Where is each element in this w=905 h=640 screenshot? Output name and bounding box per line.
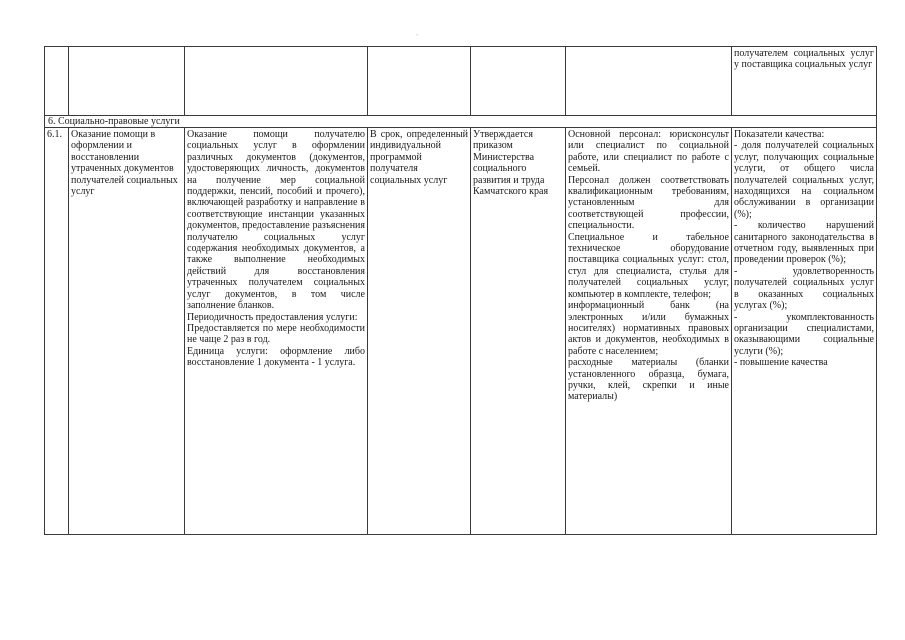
service-indicators (732, 128, 877, 535)
conditions-qualification: Персонал должен соответствовать квалификационным требованиям, установленным для соответствующей профессии, специальности. (568, 174, 729, 232)
service-description (185, 128, 368, 535)
section-row (45, 116, 877, 128)
cont-cell-number (45, 47, 69, 116)
periodicity-label: Периодичность предоставления услуги: (187, 311, 358, 323)
indicator-share: - доля получателей социальных услуг, получающих социальные услуги, от общего числа получателей социальных услуг, находящихся на социальном обслуживании в организации (%); (734, 140, 874, 220)
indicator-satisfaction: - удовлетворенность получателей социальных услуг в оказанных социальных услугах (%); (734, 265, 874, 312)
conditions-infobank: информационный банк (на электронных и/или бумажных носителях) нормативных правовых актов и документов, необходимых в работе с населением; (568, 300, 729, 357)
indicator-staffing: - укомплектованность организации специалистами, оказывающими социальные услуги (%); (734, 311, 874, 357)
indicators-title: Показатели качества: (734, 129, 825, 140)
cont-cell-conditions (566, 47, 732, 116)
continuation-row (45, 47, 877, 116)
service-cost: Утверждается приказом Министерства социального развития и труда Камчатского края (471, 128, 566, 535)
page-mark: ’ (416, 34, 418, 40)
cont-cell-service (69, 47, 185, 116)
conditions-staff: Основной персонал: юрисконсульт или специалист по социальной работе, или специалист по работе с семьей. (568, 129, 729, 175)
cont-cell-description (185, 47, 368, 116)
row-number: 6.1. (45, 128, 69, 535)
unit-text: Единица услуги: оформление либо восстановление 1 документа - 1 услуга. (187, 345, 365, 369)
description-text: Оказание помощи получателю социальных услуг в оформлении различных документов (документов, удостоверяющих личность, документов на получение мер социальной поддержки, пенсий, пособий и прочего), включающей разработку и направление в соответствующие инстанции указанных документов, предоставление разъяснения получателю социальных услуг содержания необходимых документов, а также выполнение необходимых действий для восстановления утраченных получателем социальных услуг документов, в том числе заполнение бланков. (187, 129, 365, 312)
service-name: Оказание помощи в оформлении и восстановлении утраченных документов получателей социальных услуг (69, 128, 185, 535)
cont-cell-term (368, 47, 471, 116)
indicator-quality: - повышение качества (734, 357, 828, 369)
services-table (44, 46, 877, 535)
service-conditions (566, 128, 732, 535)
cont-cell-cost (471, 47, 566, 116)
section-title: 6. Социально-правовые услуги (45, 116, 877, 128)
periodicity-value: Предоставляется по мере необходимости не чаще 2 раз в год. (187, 322, 365, 346)
cont-cell-indicators: получателем социальных услуг у поставщика социальных услуг (732, 47, 877, 116)
indicator-violations: - количество нарушений санитарного законодательства в отчетном году, выявленных при проведении проверок (%); (734, 220, 874, 266)
conditions-equipment: Специальное и табельное техническое оборудование поставщика социальных услуг: стол, стул для специалиста, стулья для получателей социальных услуг, компьютер в комплекте, телефон; (568, 231, 729, 300)
service-row (45, 128, 877, 535)
conditions-materials: расходные материалы (бланки установленного образца, бумага, ручки, клей, скрепки и иные материалы) (568, 357, 729, 403)
service-term: В срок, определенный индивидуальной программой получателя социальных услуг (368, 128, 471, 535)
